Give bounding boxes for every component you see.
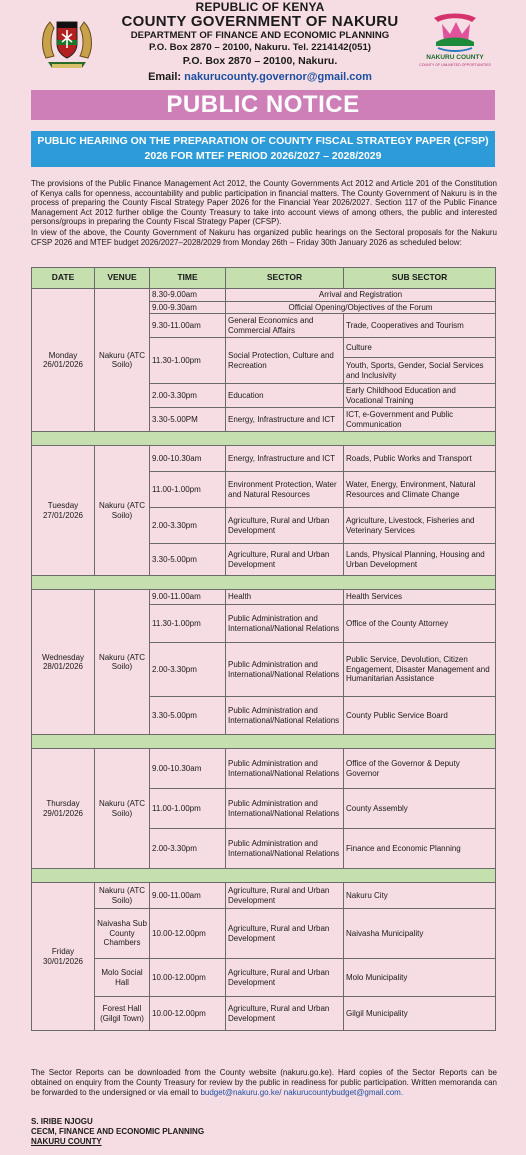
time-cell: 3.30-5.00PM (150, 408, 226, 432)
subsector-cell: Nakuru City (344, 883, 496, 909)
intro-paragraph-2: In view of the above, the County Government of Nakuru has organized public hearings on the Sectoral proposals for the Nakuru CFSP 2026 and MTEF budget 2026/2027–2028/2029 from Monday 26th – Friday 30th January 2026 as scheduled below: (31, 227, 497, 247)
intro-paragraph-1: The provisions of the Public Finance Management Act 2012, the County Governments Act 2012 and Article 201 of the Constitution of Kenya calls for openness, accountability and public participation in financial matters. The County Government of Nakuru is in the process of preparing the County Fiscal Strategy Paper 2026 for the Financial Year 2026/2027. Section 117 of the Public Finance Management Act 2012 further oblige the County Treasury to take into account views of among others, the public and interested persons/groups in preparing the County Fiscal Strategy Paper (CFSP). (31, 179, 497, 227)
venue-cell: Nakuru (ATC Soilo) (95, 289, 150, 432)
venue-cell: Nakuru (ATC Soilo) (95, 883, 150, 909)
email-line (100, 71, 420, 83)
sector-cell: Public Administration and International/National Relations (226, 697, 344, 735)
column-header-sector: SECTOR (226, 268, 344, 289)
subsector-cell: Public Service, Devolution, Citizen Engagement, Disaster Management and Humanitarian Assistance (344, 643, 496, 697)
subsector-cell: Early Childhood Education and Vocational Training (344, 384, 496, 408)
sector-cell: Energy, Infrastructure and ICT (226, 408, 344, 432)
day-separator (32, 869, 496, 883)
subsector-cell: Trade, Cooperatives and Tourism (344, 314, 496, 338)
subsector-cell: Lands, Physical Planning, Housing and Urban Development (344, 544, 496, 576)
subsector-cell: Youth, Sports, Gender, Social Services and Inclusivity (344, 358, 496, 384)
date-cell: Tuesday 27/01/2026 (32, 446, 95, 576)
subsector-cell: Gilgil Municipality (344, 997, 496, 1031)
time-cell: 9.00-10.30am (150, 446, 226, 472)
time-cell: 8.30-9.00am (150, 289, 226, 302)
time-cell: 2.00-3.30pm (150, 829, 226, 869)
sector-cell: General Economics and Commercial Affairs (226, 314, 344, 338)
sector-cell: Education (226, 384, 344, 408)
date-cell: Wednesday 28/01/2026 (32, 590, 95, 735)
day-separator (32, 432, 496, 446)
venue-cell: Molo Social Hall (95, 959, 150, 997)
column-header-time: TIME (150, 268, 226, 289)
signatory-org: NAKURU COUNTY (31, 1137, 102, 1146)
sector-cell: Agriculture, Rural and Urban Development (226, 997, 344, 1031)
time-cell: 9.00-9.30am (150, 301, 226, 314)
address-tel: P.O. Box 2870 – 20100, Nakuru. Tel. 2214142(051) (148, 42, 372, 53)
schedule-table (31, 267, 496, 1031)
nakuru-county-logo-icon (414, 12, 496, 68)
time-cell: 9.00-11.00am (150, 883, 226, 909)
signature-block (31, 1117, 204, 1147)
sector-cell: Health (226, 590, 344, 605)
venue-cell: Nakuru (ATC Soilo) (95, 446, 150, 576)
sector-cell: Public Administration and International/National Relations (226, 605, 344, 643)
logo-tagline: COUNTY OF UNLIMITED OPPORTUNITIES (419, 63, 491, 67)
subsector-cell: Roads, Public Works and Transport (344, 446, 496, 472)
table-row (32, 997, 496, 1031)
date-cell: Thursday 29/01/2026 (32, 749, 95, 869)
subsector-cell: County Assembly (344, 789, 496, 829)
footer-text (31, 1068, 497, 1098)
sector-cell: Environment Protection, Water and Natural Resources (226, 472, 344, 508)
venue-cell: Nakuru (ATC Soilo) (95, 590, 150, 735)
time-cell: 10.00-12.00pm (150, 997, 226, 1031)
table-row (32, 883, 496, 909)
subsector-cell: Culture (344, 338, 496, 358)
sector-cell: Agriculture, Rural and Urban Development (226, 544, 344, 576)
column-header-date: DATE (32, 268, 95, 289)
subsector-cell: Water, Energy, Environment, Natural Resources and Climate Change (344, 472, 496, 508)
sector-cell: Agriculture, Rural and Urban Development (226, 909, 344, 959)
time-cell: 11.00-1.00pm (150, 472, 226, 508)
county-heading: COUNTY GOVERNMENT OF NAKURU (121, 13, 399, 30)
subsector-cell: Finance and Economic Planning (344, 829, 496, 869)
time-cell: 3.30-5.00pm (150, 697, 226, 735)
logo-name: NAKURU COUNTY (426, 54, 484, 61)
sector-cell: Public Administration and International/National Relations (226, 749, 344, 789)
republic-heading: REPUBLIC OF KENYA (195, 0, 325, 14)
table-row (32, 590, 496, 605)
subsector-cell: Health Services (344, 590, 496, 605)
kenya-coat-of-arms-icon (38, 8, 96, 72)
subsector-cell: County Public Service Board (344, 697, 496, 735)
subsector-cell: Office of the Governor & Deputy Governor (344, 749, 496, 789)
sector-cell: Public Administration and International/National Relations (226, 789, 344, 829)
column-header-subsector: SUB SECTOR (344, 268, 496, 289)
time-cell: 10.00-12.00pm (150, 959, 226, 997)
table-row (32, 909, 496, 959)
budget-email-link[interactable]: budget@nakuru.go.ke/ nakurucountybudget@gmail.com. (200, 1088, 404, 1097)
subsector-cell: Naivasha Municipality (344, 909, 496, 959)
intro-text (31, 179, 497, 248)
subsector-cell: Molo Municipality (344, 959, 496, 997)
table-row (32, 959, 496, 997)
venue-cell: Naivasha Sub County Chambers (95, 909, 150, 959)
date-cell: Monday 26/01/2026 (32, 289, 95, 432)
time-cell: 2.00-3.30pm (150, 643, 226, 697)
address: P.O. Box 2870 – 20100, Nakuru. (182, 55, 338, 67)
day-separator (32, 735, 496, 749)
sector-cell: Public Administration and International/National Relations (226, 829, 344, 869)
sector-cell: Energy, Infrastructure and ICT (226, 446, 344, 472)
venue-cell: Nakuru (ATC Soilo) (95, 749, 150, 869)
letterhead (0, 0, 526, 88)
time-cell: 2.00-3.30pm (150, 384, 226, 408)
venue-cell: Forest Hall (Gilgil Town) (95, 997, 150, 1031)
table-row (32, 749, 496, 789)
sector-cell: Social Protection, Culture and Recreation (226, 338, 344, 384)
time-cell: 9.00-10.30am (150, 749, 226, 789)
sector-cell: Public Administration and International/National Relations (226, 643, 344, 697)
notice-subtitle: PUBLIC HEARING ON THE PREPARATION OF COUNTY FISCAL STRATEGY PAPER (CFSP) 2026 FOR MTEF PERIOD 2026/2027 – 2028/2029 (31, 131, 495, 167)
department-heading: DEPARTMENT OF FINANCE AND ECONOMIC PLANNING (130, 30, 390, 41)
table-row (32, 289, 496, 302)
signatory-title: CECM, FINANCE AND ECONOMIC PLANNING (31, 1127, 205, 1136)
time-cell: 10.00-12.00pm (150, 909, 226, 959)
time-cell: 9.30-11.00am (150, 314, 226, 338)
email-label: Email: (148, 71, 182, 83)
time-cell: 11.30-1.00pm (150, 338, 226, 384)
day-separator (32, 576, 496, 590)
date-cell: Friday 30/01/2026 (32, 883, 95, 1031)
table-header-row (32, 268, 496, 289)
time-cell: 11.30-1.00pm (150, 605, 226, 643)
merged-cell: Arrival and Registration (226, 289, 496, 302)
subsector-cell: ICT, e-Government and Public Communication (344, 408, 496, 432)
email-link[interactable]: nakurucounty.governor@gmail.com (184, 71, 372, 83)
subsector-cell: Office of the County Attorney (344, 605, 496, 643)
time-cell: 3.30-5.00pm (150, 544, 226, 576)
time-cell: 9.00-11.00am (150, 590, 226, 605)
time-cell: 11.00-1.00pm (150, 789, 226, 829)
table-row (32, 446, 496, 472)
signatory-name: S. IRIBE NJOGU (31, 1117, 93, 1126)
public-notice-banner: PUBLIC NOTICE (31, 90, 495, 120)
column-header-venue: VENUE (95, 268, 150, 289)
subsector-cell: Agriculture, Livestock, Fisheries and Veterinary Services (344, 508, 496, 544)
footer-body: The Sector Reports can be downloaded from the County website (nakuru.go.ke). Hard copies of the Sector Reports can be obtained on enquiry from the County Treasury for review by the public in readiness for public participation. Written memoranda can be forwarded to the undersigned or via email to (31, 1068, 497, 1097)
sector-cell: Agriculture, Rural and Urban Development (226, 508, 344, 544)
merged-cell: Official Opening/Objectives of the Forum (226, 301, 496, 314)
sector-cell: Agriculture, Rural and Urban Development (226, 959, 344, 997)
sector-cell: Agriculture, Rural and Urban Development (226, 883, 344, 909)
time-cell: 2.00-3.30pm (150, 508, 226, 544)
